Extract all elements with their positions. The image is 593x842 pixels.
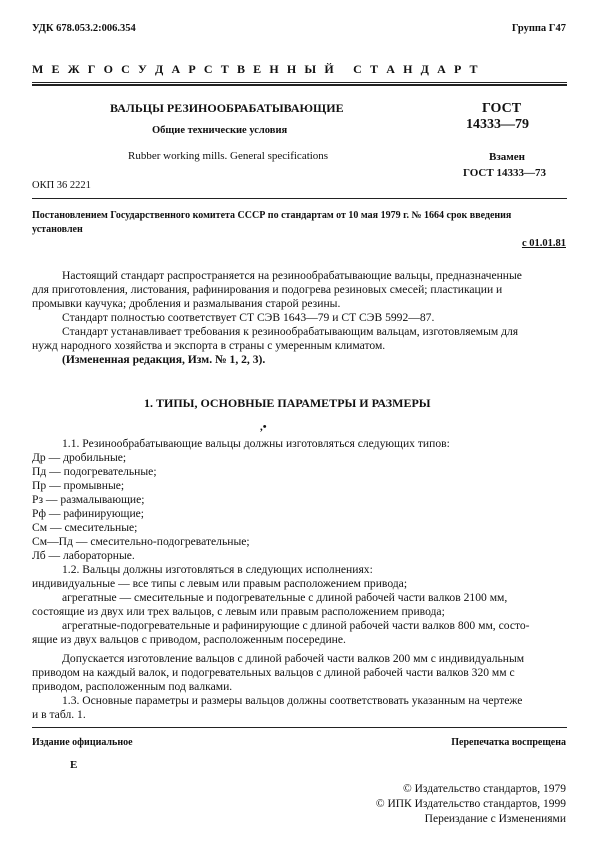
type-item: Др — дробильные; — [32, 451, 127, 464]
intro-amendment: (Измененная редакция, Изм. № 1, 2, 3). — [62, 353, 266, 366]
gost-label: ГОСТ — [482, 101, 522, 116]
intro-p3-line1: Стандарт устанавливает требования к резинообрабатывающим вальцам, изготовляемым для — [62, 325, 519, 338]
section-heading: 1. ТИПЫ, ОСНОВНЫЕ ПАРАМЕТРЫ И РАЗМЕРЫ — [144, 396, 431, 410]
type-item: См — смесительные; — [32, 521, 138, 534]
copyright-1979: © Издательство стандартов, 1979 — [402, 783, 566, 795]
clause-1-2: 1.2. Вальцы должны изготовляться в следующих исполнениях: — [62, 563, 373, 576]
edition-letter: Е — [70, 759, 78, 771]
intro-p1-line1: Настоящий стандарт распространяется на резинообрабатывающие вальцы, предназначенные — [62, 269, 522, 282]
execution-aggregate-heating-line2: ящие из двух вальцов с приводом, расположенным посередине. — [32, 633, 346, 646]
footer-rule — [32, 727, 567, 728]
allowance-line3: приводом, расположенным под валками. — [32, 680, 233, 693]
decree-line-2: установлен — [32, 224, 83, 235]
intro-p1-line2: для приготовления, листования, рафинирования и подогрева резиновых смесей; пластикации и — [32, 283, 503, 296]
title-rule — [32, 198, 567, 199]
replaces-label: Взамен — [489, 151, 525, 163]
header-rule-thick — [32, 84, 567, 86]
execution-aggregate-line2: состоящие из двух или трех вальцов, с левым или правым расположением привода; — [32, 605, 445, 618]
udk-code: УДК 678.053.2:006.354 — [32, 23, 136, 34]
execution-aggregate-heating-line1: агрегатные-подогревательные и рафинирующие с длиной рабочей части валков 800 мм, состо- — [62, 619, 530, 632]
reprint-prohibited: Перепечатка воспрещена — [451, 737, 566, 748]
replaces-value: ГОСТ 14333—73 — [463, 167, 546, 179]
reissue-note: Переиздание с Изменениями — [424, 813, 566, 825]
gost-number: 14333—79 — [466, 117, 529, 132]
standard-title: ВАЛЬЦЫ РЕЗИНООБРАБАТЫВАЮЩИЕ — [110, 101, 344, 115]
clause-1-3-line1: 1.3. Основные параметры и размеры вальцов должны соответствовать указанным на чертеже — [62, 694, 523, 707]
type-item: Пд — подогревательные; — [32, 465, 157, 478]
type-item: Рз — размалывающие; — [32, 493, 145, 506]
intro-p3-line2: нужд народного хозяйства и экспорта в страны с умеренным климатом. — [32, 339, 386, 352]
group-code: Группа Г47 — [511, 23, 566, 34]
effective-date: с 01.01.81 — [521, 238, 566, 249]
intro-p2: Стандарт полностью соответствует СТ СЭВ 1643—79 и СТ СЭВ 5992—87. — [62, 311, 435, 324]
copyright-1999: © ИПК Издательство стандартов, 1999 — [375, 798, 566, 810]
okp-code: ОКП 36 2221 — [32, 180, 91, 191]
allowance-line2: приводом на каждый валок, и подогревательных вальцов с длиной рабочей части валков 320 мм с — [32, 666, 515, 679]
type-item: Лб — лабораторные. — [32, 549, 135, 562]
official-edition: Издание официальное — [32, 737, 133, 748]
standard-subtitle: Общие технические условия — [152, 125, 288, 136]
type-item: Рф — рафинирующие; — [32, 507, 145, 520]
execution-individual: индивидуальные — все типы с левым или правым расположением привода; — [32, 577, 408, 590]
clause-1-1: 1.1. Резинообрабатывающие вальцы должны изготовляться следующих типов: — [62, 437, 450, 450]
type-item: Пр — промывные; — [32, 479, 125, 492]
decree-line-1: Постановлением Государственного комитета СССР по стандартам от 10 мая 1979 г. № 1664 срок введения — [32, 210, 512, 221]
execution-aggregate-line1: агрегатные — смесительные и подогревательные с длиной рабочей части валков 2100 мм, — [62, 591, 508, 604]
clause-1-3-line2: и в табл. 1. — [32, 708, 86, 721]
type-item: См—Пд — смесительно-подогревательные; — [32, 535, 250, 548]
standard-type: М Е Ж Г О С У Д А Р С Т В Е Н Н Ы Й С Т А Н Д А Р Т — [32, 62, 481, 76]
allowance-line1: Допускается изготовление вальцов с длиной рабочей части валков 200 мм с индивидуальным — [62, 652, 525, 665]
intro-p1-line3: промывки каучука; дробления и размалывания старой резины. — [32, 297, 341, 310]
header-rule — [32, 82, 567, 83]
section-mark: ,• — [260, 421, 267, 433]
english-title: Rubber working mills. General specifications — [128, 150, 329, 162]
